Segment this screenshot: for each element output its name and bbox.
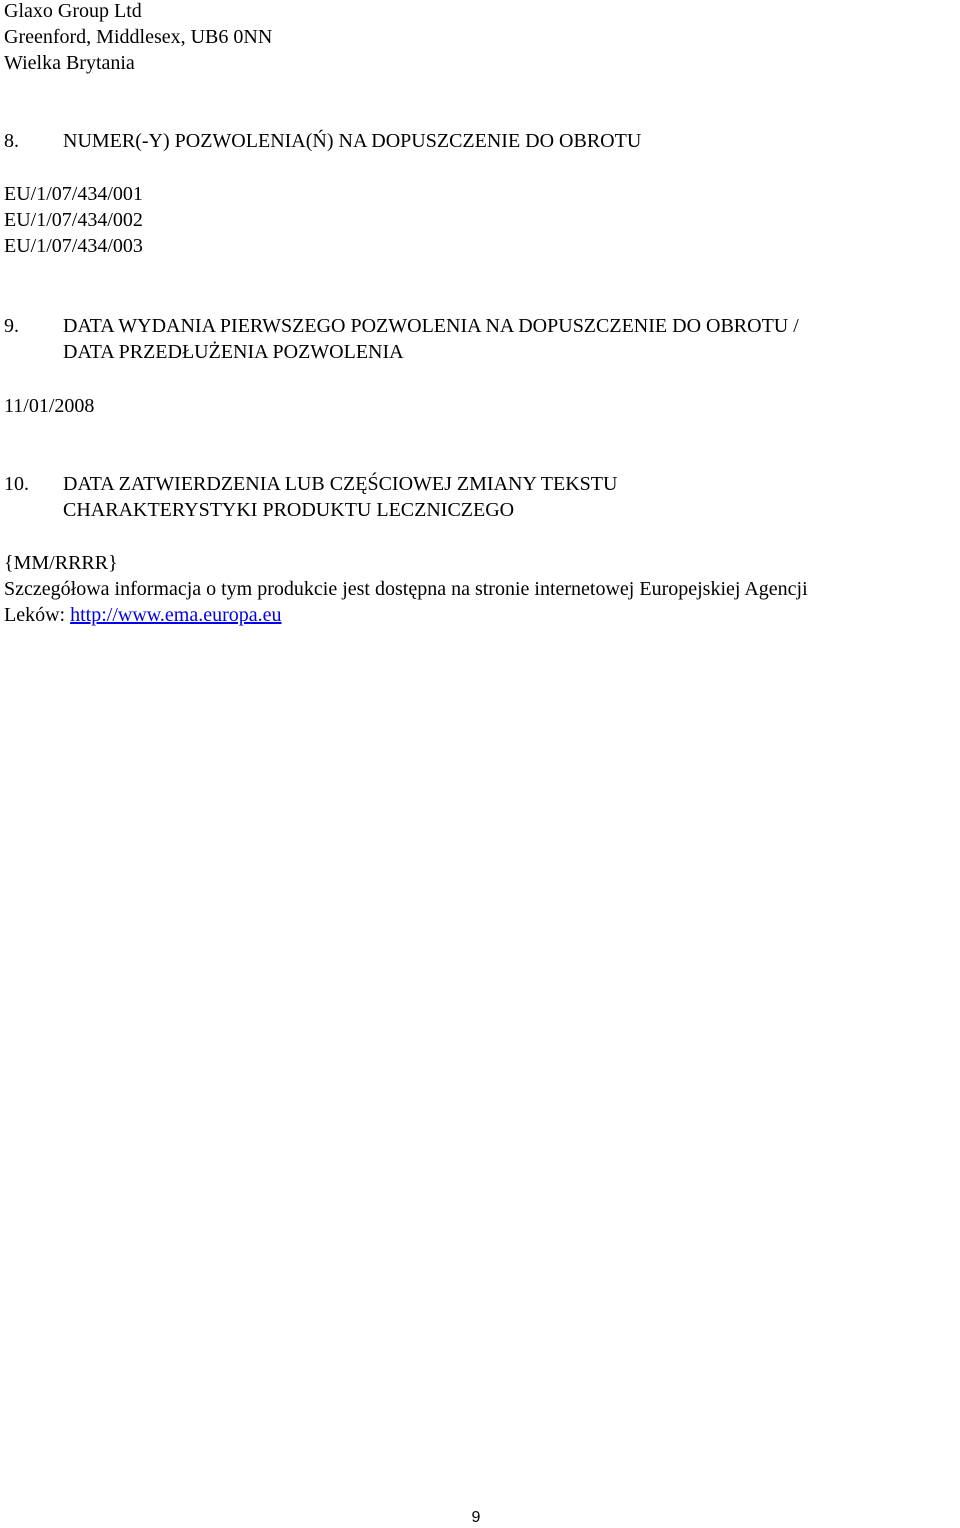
authorisation-number-2: EU/1/07/434/002 (4, 209, 143, 231)
first-authorisation-date: 11/01/2008 (4, 395, 95, 417)
section-10-number: 10. (4, 473, 29, 495)
info-text-line-1: Szczegółowa informacja o tym produkcie jest dostępna na stronie internetowej Europejskiej Agencji (4, 578, 808, 600)
ema-website-link[interactable]: http://www.ema.europa.eu (70, 604, 282, 626)
info-text-prefix: Leków: (4, 604, 71, 626)
section-9-title-line-1: DATA WYDANIA PIERWSZEGO POZWOLENIA NA DOPUSZCZENIE DO OBROTU / (63, 315, 799, 337)
holder-name: Glaxo Group Ltd (4, 0, 142, 22)
section-8-number: 8. (4, 130, 19, 152)
holder-address: Greenford, Middlesex, UB6 0NN (4, 26, 273, 48)
info-text-line-2 (4, 602, 282, 628)
authorisation-number-3: EU/1/07/434/003 (4, 235, 143, 257)
section-8-title: NUMER(-Y) POZWOLENIA(Ń) NA DOPUSZCZENIE DO OBROTU (63, 130, 642, 152)
section-9-number: 9. (4, 315, 19, 337)
authorisation-number-1: EU/1/07/434/001 (4, 183, 143, 205)
page-number: 9 (471, 1509, 481, 1526)
section-10-title-line-1: DATA ZATWIERDZENIA LUB CZĘŚCIOWEJ ZMIANY TEKSTU (63, 473, 618, 495)
holder-country: Wielka Brytania (4, 52, 135, 74)
revision-date-placeholder: {MM/RRRR} (4, 552, 118, 574)
section-9-title-line-2: DATA PRZEDŁUŻENIA POZWOLENIA (63, 341, 404, 363)
section-10-title-line-2: CHARAKTERYSTYKI PRODUKTU LECZNICZEGO (63, 499, 515, 521)
